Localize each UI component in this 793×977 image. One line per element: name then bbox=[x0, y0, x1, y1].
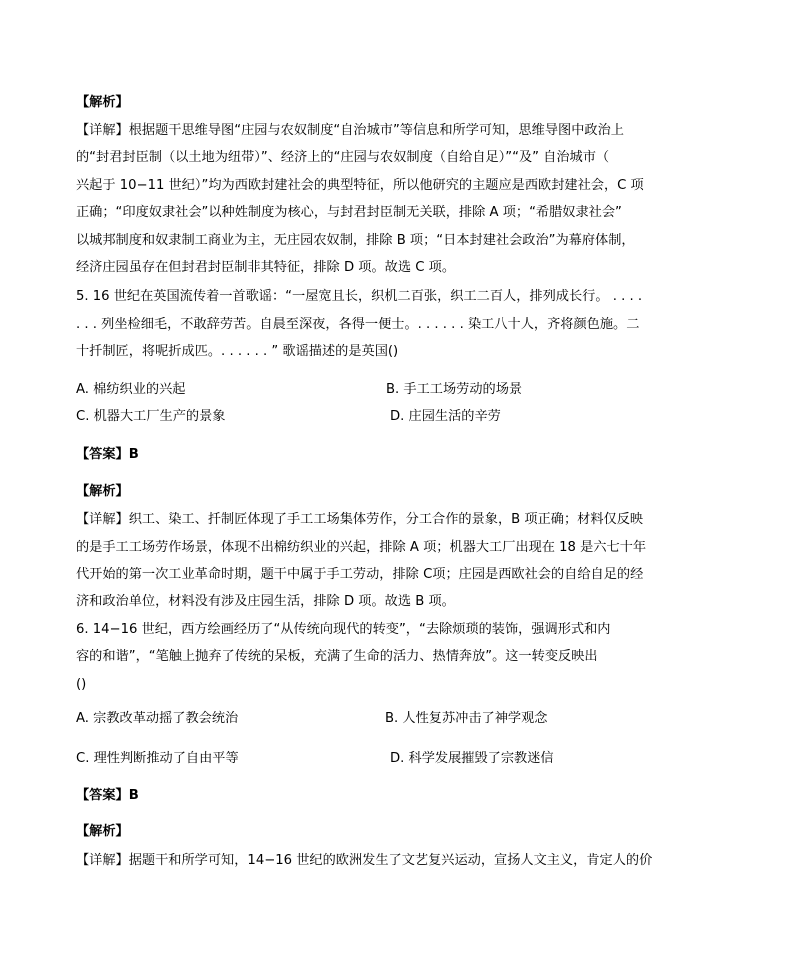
detail-line: 兴起于 10−11 世纪）”均为西欧封建社会的典型特征，所以他研究的主题应是西欧封建社会，C 项 bbox=[76, 178, 644, 193]
question-5-stem: 十扦制匠，将呢折成匹。. . . . . . ” 歌谣描述的是英国() bbox=[76, 344, 399, 359]
option-c: C. 机器大工厂生产的景象 bbox=[76, 409, 226, 424]
option-a: A. 棉纺织业的兴起 bbox=[76, 382, 186, 397]
question-5-stem: 5. 16 世纪在英国流传着一首歌谣：“一屋宽且长，织机二百张，织工二百人，排列成长行。 . . . . bbox=[76, 289, 643, 304]
answer-label: 【答案】B bbox=[76, 447, 139, 462]
option-b: B. 手工工场劳动的场景 bbox=[386, 382, 523, 397]
detail-line: 的是手工工场劳作场景，体现不出棉纺织业的兴起，排除 A 项；机器大工厂出现在 18 是六七十年 bbox=[76, 540, 647, 555]
detail-line: 正确；“印度奴隶社会”以种姓制度为核心，与封君封臣制无关联，排除 A 项；“希腊奴隶社会” bbox=[76, 205, 622, 220]
detail-line: 【详解】据题干和所学可知，14−16 世纪的欧洲发生了文艺复兴运动，宣扬人文主义，肯定人的价 bbox=[76, 853, 653, 868]
detail-line: 的“封君封臣制（以土地为纽带）”、经济上的“庄园与农奴制度（自给自足）”“及” 自治城市（ bbox=[76, 150, 610, 165]
detail-line: 以城邦制度和奴隶制工商业为主，无庄园农奴制，排除 B 项；“日本封建社会政治”为幕府体制， bbox=[76, 233, 635, 248]
question-6-stem: () bbox=[76, 677, 87, 692]
option-d: D. 庄园生活的辛劳 bbox=[390, 409, 501, 424]
option-b: B. 人性复苏冲击了神学观念 bbox=[385, 711, 548, 726]
analysis-label: 【解析】 bbox=[76, 95, 129, 110]
option-c: C. 理性判断推动了自由平等 bbox=[76, 751, 239, 766]
detail-line: 代开始的第一次工业革命时期，题干中属于手工劳动，排除 C项；庄园是西欧社会的自给自足的经 bbox=[76, 567, 644, 582]
detail-line: 【详解】根据题干思维导图“庄园与农奴制度“自治城市”等信息和所学可知，思维导图中政治上 bbox=[76, 123, 624, 138]
detail-line: 【详解】织工、染工、扦制匠体现了手工工场集体劳作，分工合作的景象，B 项正确；材料仅反映 bbox=[76, 512, 644, 527]
question-6-stem: 6. 14−16 世纪，西方绘画经历了“从传统向现代的转变”，“去除烦琐的装饰，强调形式和内 bbox=[76, 622, 611, 637]
analysis-label: 【解析】 bbox=[76, 484, 129, 499]
option-d: D. 科学发展摧毁了宗教迷信 bbox=[390, 751, 554, 766]
answer-label: 【答案】B bbox=[76, 788, 139, 803]
analysis-label: 【解析】 bbox=[76, 824, 129, 839]
detail-line: 经济庄园虽存在但封君封臣制非其特征，排除 D 项。故选 C 项。 bbox=[76, 260, 456, 275]
question-6-stem: 容的和谐”，“笔触上抛弃了传统的呆板，充满了生命的活力、热情奔放”。这一转变反映出 bbox=[76, 649, 598, 664]
question-5-stem: . . . 列坐检细毛，不敢辞劳苦。自晨至深夜，各得一便士。. . . . . . 染工八十人，齐将颜色施。二 bbox=[76, 317, 640, 332]
option-a: A. 宗教改革动摇了教会统治 bbox=[76, 711, 239, 726]
detail-line: 济和政治单位，材料没有涉及庄园生活，排除 D 项。故选 B 项。 bbox=[76, 594, 455, 609]
